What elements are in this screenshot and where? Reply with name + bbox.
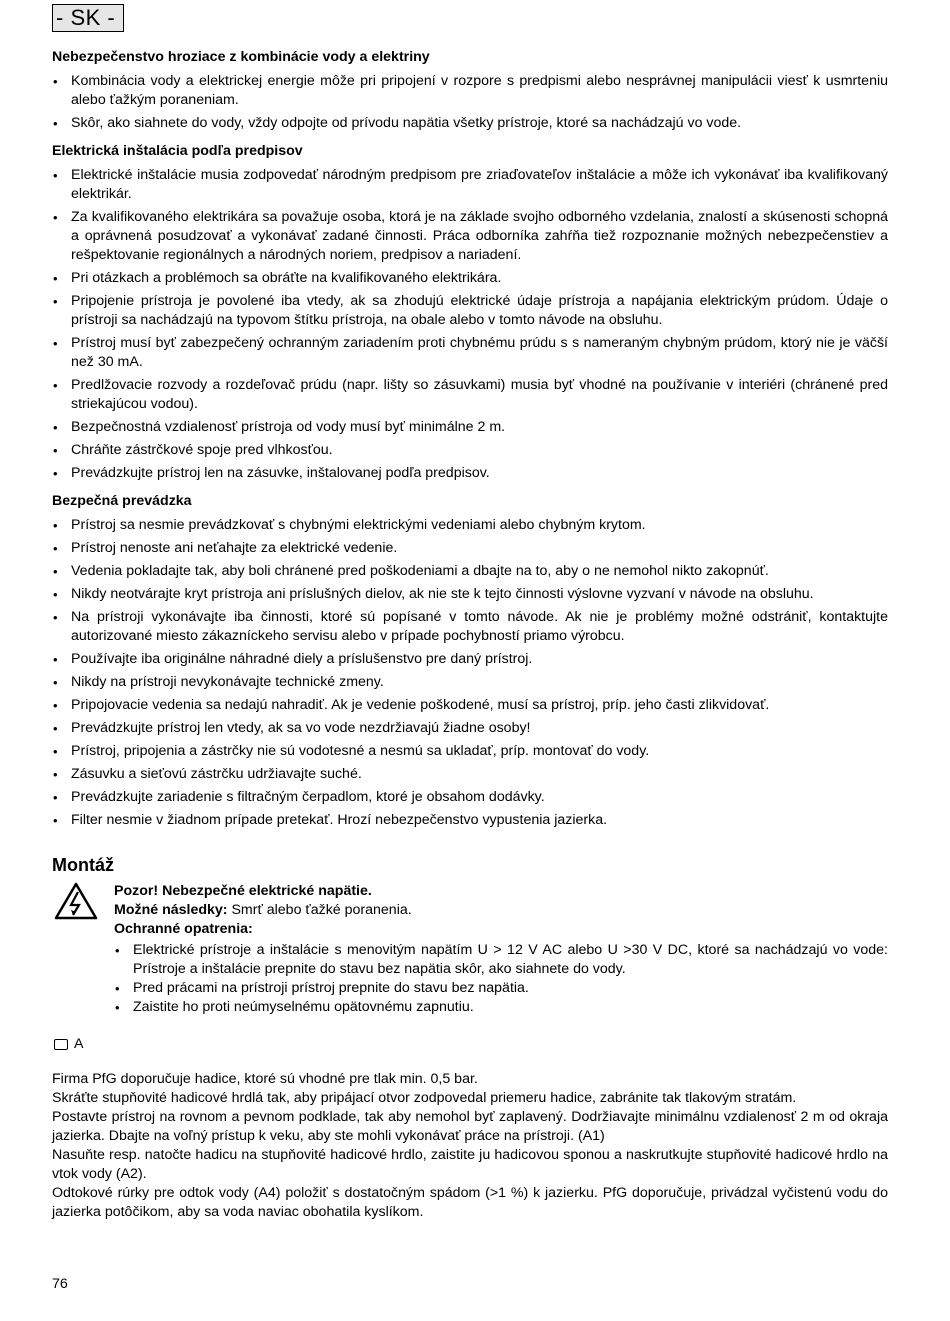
list-item: • Pripojovacie vedenia sa nedajú nahradiť. Ak je vedenie poškodené, musí sa prístroj, príp. jeho časti zlikvidovať. [52,696,888,715]
section-heading: Elektrická inštalácia podľa predpisov [52,143,303,159]
section-safe-operation [52,492,888,830]
list-item: • Pri otázkach a problémoch sa obráťte na kvalifikovaného elektrikára. [52,269,888,288]
paragraph: Skráťte stupňovité hadicové hrdlá tak, aby pripájací otvor zodpovedal priemeru hadice, zabránite tak tlakovým stratám. [52,1090,797,1106]
list-item: • Vedenia pokladajte tak, aby boli chránené pred poškodeniami a dbajte na to, aby o ne nemohol nikto zakopnúť. [52,562,888,581]
warning-consequences: Možné následky: Smrť alebo ťažké poranenia. [114,902,412,918]
section-heading: Bezpečná prevádzka [52,493,192,509]
list-item: • Prevádzkujte prístroj len na zásuvke, inštalovanej podľa predpisov. [52,464,888,483]
list-item: • Kombinácia vody a elektrickej energie môže pri pripojení v rozpore s predpismi alebo nesprávnej manipulácii viesť k usmrteniu alebo ťažkým poraneniam. [52,72,888,110]
bullet-list [52,72,888,133]
paragraph: Firma PfG doporučuje hadice, ktoré sú vhodné pre tlak min. 0,5 bar. [52,1071,478,1087]
bullet-list [52,166,888,483]
language-tag: - SK - [52,4,124,32]
list-item: • Prístroj musí byť zabezpečený ochranným zariadením proti chybnému prúdu s s nameraným chybným prúdom, ktorý nie je väčší než 30 mA. [52,334,888,372]
montaz-heading: Montáž [52,855,114,875]
list-item: • Na prístroji vykonávajte iba činnosti, ktoré sú popísané v tomto návode. Ak nie je problémy možné odstrániť, kontaktujte autorizované miesto zákazníckeho servisu alebo v prípade pochybností priamo výrobcu. [52,608,888,646]
section-water-electricity [52,48,888,133]
figure-reference [52,1035,888,1054]
list-item: • Prístroj sa nesmie prevádzkovať s chybnými elektrickými vedeniami alebo chybným krytom. [52,516,888,535]
list-item: • Predlžovacie rozvody a rozdeľovač prúdu (napr. lišty so zásuvkami) musia byť vhodné na používanie v interiéri (chránené pred striekajúcou vodou). [52,376,888,414]
list-item: • Za kvalifikovaného elektrikára sa považuje osoba, ktorá je na základe svojho odborného vzdelania, znalostí a skúsenosti schopná a oprávnená posudzovať a vykonávať zadané činnosti. Práca odborníka zahŕňa tiež rozpoznanie možných nebezpečenstiev a rešpektovanie regionálnych a národných noriem, predpisov a nariadení. [52,208,888,265]
list-item: • Bezpečnostná vzdialenosť prístroja od vody musí byť minimálne 2 m. [52,418,888,437]
list-item: • Pripojenie prístroja je povolené iba vtedy, ak sa zhodujú elektrické údaje prístroja a napájania elektrickým prúdom. Údaje o prístroji sa nachádzajú na typovom štítku prístroja, na obale alebo v tomto návode na obsluhu. [52,292,888,330]
list-item: • Chráňte zástrčkové spoje pred vlhkosťou. [52,441,888,460]
warning-title: Pozor! Nebezpečné elektrické napätie. [114,883,372,899]
list-item: • Prevádzkujte zariadenie s filtračným čerpadlom, ktoré je obsahom dodávky. [52,788,888,807]
electrical-warning [52,882,888,1017]
high-voltage-warning-icon [54,882,98,920]
bullet-list [52,516,888,830]
warning-measures-label: Ochranné opatrenia: [114,921,253,937]
list-item: • Nikdy na prístroji nevykonávajte technické zmeny. [52,673,888,692]
list-item: • Elektrické inštalácie musia zodpovedať národným predpisom pre zriaďovateľov inštalácie a môže ich vykonávať iba kvalifikovaný elektrikár. [52,166,888,204]
list-item: • Prístroj nenoste ani neťahajte za elektrické vedenie. [52,539,888,558]
document-body [52,48,888,1222]
page-number: 76 [52,1276,68,1292]
paragraph: Postavte prístroj na rovnom a pevnom podklade, tak aby nemohol byť zaplavený. Dodržiavajte minimálnu vzdialenosť 2 m od okraja jazierka. Dbajte na voľný prístup k veku, aby ste mohli vykonávať práce na prístroji. (A1) [52,1109,888,1144]
list-item: • Skôr, ako siahnete do vody, vždy odpojte od prívodu napätia všetky prístroje, ktoré sa nachádzajú vo vode. [52,114,888,133]
figure-book-icon [54,1039,68,1050]
figure-label: A [74,1036,84,1052]
list-item: • Nikdy neotvárajte kryt prístroja ani príslušných dielov, ak nie ste k tejto činnosti výslovne vyzvaní v návode na obsluhu. [52,585,888,604]
list-item: • Prevádzkujte prístroj len vtedy, ak sa vo vode nezdržiavajú žiadne osoby! [52,719,888,738]
paragraph: Nasuňte resp. natočte hadicu na stupňovité hadicové hrdlo, zaistite ju hadicovou sponou a naskrutkujte stupňovité hadicové hrdlo na vtok vody (A2). [52,1147,888,1182]
paragraph: Odtokové rúrky pre odtok vody (A4) položiť s dostatočným spádom (>1 %) k jazierku. PfG doporučuje, privádzal vyčistenú vodu do jazierka potôčikom, aby sa voda naviac obohatila kyslíkom. [52,1185,888,1220]
list-item: • Zaistite ho proti neúmyselnému opätovnému zapnutiu. [114,998,888,1017]
list-item: • Používajte iba originálne náhradné diely a príslušenstvo pre daný prístroj. [52,650,888,669]
warning-measures-list [114,941,888,1017]
list-item: • Pred prácami na prístroji prístroj prepnite do stavu bez napätia. [114,979,888,998]
section-heading: Nebezpečenstvo hroziace z kombinácie vody a elektriny [52,49,430,65]
list-item: • Elektrické prístroje a inštalácie s menovitým napätím U > 12 V AC alebo U >30 V DC, ktoré sa nachádzajú vo vode: Prístroje a inštalácie prepnite do stavu bez napätia skôr, ako siahnete do vody. [114,941,888,979]
list-item: • Filter nesmie v žiadnom prípade pretekať. Hrozí nebezpečenstvo vypustenia jazierka. [52,811,888,830]
list-item: • Zásuvku a sieťovú zástrčku udržiavajte suché. [52,765,888,784]
section-electrical-installation [52,142,888,483]
list-item: • Prístroj, pripojenia a zástrčky nie sú vodotesné a nesmú sa ukladať, príp. montovať do vody. [52,742,888,761]
